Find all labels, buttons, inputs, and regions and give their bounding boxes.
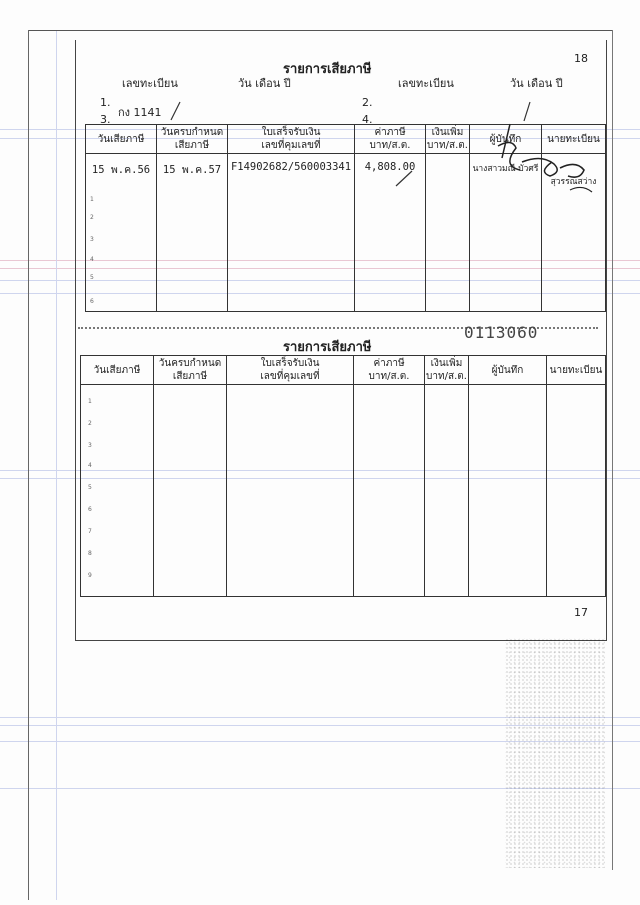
page-left-border <box>28 30 29 900</box>
entry-1-num: 1. <box>100 96 111 109</box>
entry-3-num: 3. <box>100 113 111 126</box>
page-top-border <box>28 30 613 31</box>
tax-value: 4,808.00 <box>364 161 416 173</box>
th-due-date: วันครบกำหนด เสียภาษี <box>157 125 228 154</box>
entry-1-value: กง 1141 <box>118 106 162 119</box>
entry-4-num: 4. <box>362 113 373 126</box>
recorder-value: นางสาวมณี บัวศรี <box>472 164 539 174</box>
th-receipt: ใบเสร็จรับเงิน เลขที่คุมเลขที่ <box>228 125 355 154</box>
scan-noise <box>505 638 605 868</box>
page-number-top: 18 <box>574 52 588 65</box>
page-number-bottom: 17 <box>574 606 588 619</box>
due-date-value: 15 พ.ค.57 <box>162 164 222 176</box>
th2-due-date: วันครบกำหนด เสียภาษี <box>154 356 227 385</box>
registrar-value: สุวรรณสว่าง <box>550 177 597 187</box>
entry-2-num: 2. <box>362 96 373 109</box>
paid-date-value: 15 พ.ค.56 <box>91 164 151 176</box>
tax-check-mark <box>390 168 418 190</box>
receipt-value: F14902682/560003341 <box>230 161 352 173</box>
signature-mark <box>472 118 602 208</box>
th-tax: ค่าภาษี บาท/ส.ต. <box>355 125 426 154</box>
th-registrar: นายทะเบียน <box>542 125 606 154</box>
th2-paid-date: วันเสียภาษี <box>81 356 154 385</box>
th2-surcharge: เงินเพิ่ม บาท/ส.ต. <box>425 356 469 385</box>
page-right-border <box>612 30 613 870</box>
date-label-right: วัน เดือน ปี <box>510 77 563 90</box>
stamp-number: 0113060 <box>464 323 539 342</box>
date-label-left: วัน เดือน ปี <box>238 77 291 90</box>
surcharge-value <box>426 154 469 161</box>
th2-recorder: ผู้บันทึก <box>469 356 547 385</box>
th2-receipt: ใบเสร็จรับเงิน เลขที่คุมเลขที่ <box>227 356 354 385</box>
section2-title: รายการเสียภาษี <box>283 340 372 355</box>
table-row <box>81 385 606 597</box>
table2-header-row <box>81 356 606 385</box>
th2-registrar: นายทะเบียน <box>547 356 606 385</box>
entry-1-slash <box>168 100 182 122</box>
th2-tax: ค่าภาษี บาท/ส.ต. <box>354 356 425 385</box>
th-recorder: ผู้บันทึก <box>470 125 542 154</box>
tax-table-2 <box>80 355 606 597</box>
reg-label-left: เลขทะเบียน <box>122 77 178 90</box>
th-surcharge: เงินเพิ่ม บาท/ส.ต. <box>426 125 470 154</box>
reg-label-right: เลขทะเบียน <box>398 77 454 90</box>
section1-title: รายการเสียภาษี <box>283 62 372 77</box>
th-paid-date: วันเสียภาษี <box>86 125 157 154</box>
